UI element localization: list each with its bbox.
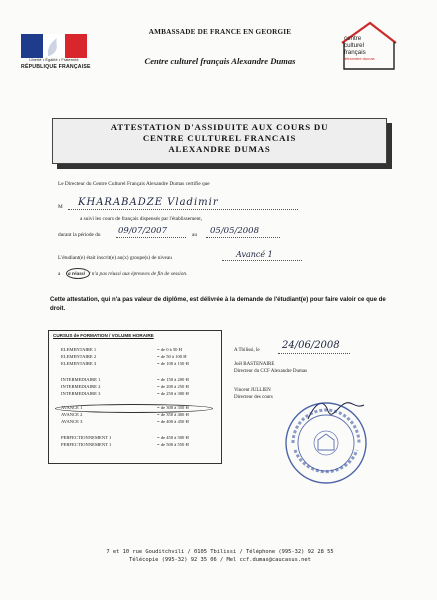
course-name: ELEMENTAIRE 1 xyxy=(61,347,97,352)
date-to-underline xyxy=(206,237,280,238)
date-from: 09/07/2007 xyxy=(118,226,167,236)
embassy-name: AMBASSADE DE FRANCE EN GEORGIE xyxy=(148,28,292,36)
level-value: Avancé 1 xyxy=(236,250,273,259)
course-name: PERFECTIONNEMENT 1 xyxy=(61,435,112,440)
course-name: PERFECTIONNEMENT 1 xyxy=(61,442,112,447)
course-hours: = de 350 à 400 H xyxy=(157,412,189,417)
centre-name: Centre culturel français Alexandre Dumas xyxy=(144,56,296,66)
logo-motto: Liberté • Égalité • Fraternité xyxy=(29,58,79,62)
official-stamp-icon xyxy=(283,400,369,486)
title-line-2: CENTRE CULTUREL FRANCAIS xyxy=(142,133,297,143)
result-reussi: a réussi xyxy=(68,271,85,277)
republique-francaise-logo xyxy=(21,34,87,58)
ccf-logo-word: culturel xyxy=(344,41,364,49)
course-hours: = de 50 à 100 H xyxy=(157,354,187,359)
course-hours: = de 100 à 150 H xyxy=(157,361,189,366)
date-from-underline xyxy=(116,237,186,238)
student-name: KHARABADZE Vladimir xyxy=(78,197,219,208)
footer-contact xyxy=(40,548,400,564)
ccf-logo-word: français xyxy=(344,48,366,56)
title-line-3: ALEXANDRE DUMAS xyxy=(168,144,271,154)
course-volume-table xyxy=(48,330,222,464)
course-hours: = de 450 à 500 H xyxy=(157,435,189,440)
course-hours: = de 300 à 350 H xyxy=(157,405,189,410)
course-name: ELEMENTAIRE 3 xyxy=(61,361,97,366)
followed-line: a suivi les cours de français dispensés par l'établissement, xyxy=(80,216,203,222)
course-hours: = de 150 à 200 H xyxy=(157,377,189,382)
signatory-1-role: Directeur du CCF Alexandre Dumas xyxy=(234,369,308,374)
sign-date-underline xyxy=(278,353,350,354)
level-label: L'étudiant(e) était inscrit(e) au(x) groupe(s) de niveau xyxy=(58,255,172,261)
attestation-title-box xyxy=(52,118,387,164)
course-hours: = de 400 à 450 H xyxy=(157,419,189,424)
course-hours: = de 200 à 250 H xyxy=(157,384,189,389)
title-line-1: ATTESTATION D'ASSIDUITE AUX COURS DU xyxy=(110,122,329,132)
ccf-logo-word: centre xyxy=(344,35,362,42)
result-rest: / n'a pas réussi aux épreuves de fin de session. xyxy=(89,271,188,277)
course-hours: = de 0 à 50 H xyxy=(157,347,182,352)
signatory-2-name: Vincent JULLIEN xyxy=(234,388,271,393)
m-label: M xyxy=(58,204,63,210)
name-underline xyxy=(68,209,298,210)
logo-republic: RÉPUBLIQUE FRANÇAISE xyxy=(21,64,91,70)
ccf-logo-sub: alexandre dumas xyxy=(344,56,375,62)
footer-fax-email: Télécopie (995-32) 92 35 06 / Mel ccf.dumas@caucasus.net xyxy=(129,557,311,563)
attestation-statement: Cette attestation, qui n'a pas valeur de diplôme, est délivrée à la demande de l'étudiant(e) pour faire valoir ce que de droit. xyxy=(50,296,386,312)
course-name: INTERMEDIAIRE 3 xyxy=(61,391,101,396)
signatory-2-role: Directeur des cours xyxy=(234,395,273,400)
course-hours: = de 250 à 300 H xyxy=(157,391,189,396)
result-a: a xyxy=(58,271,61,277)
course-name: INTERMEDIAIRE 2 xyxy=(61,384,101,389)
date-to: 05/05/2008 xyxy=(210,226,259,236)
intro-line: Le Directeur du Centre Culturel Français Alexandre Dumas certifie que xyxy=(58,181,210,187)
period-label: durant la période du xyxy=(58,232,101,238)
level-underline xyxy=(222,260,302,261)
place-label: A Tbilissi, le xyxy=(234,348,260,353)
footer-address: 7 et 10 rue Gouditchvili / 0105 Tbilissi / Téléphone (995-32) 92 28 55 xyxy=(106,549,334,555)
course-table-header: CURSUS de FORMATION / VOLUME HORAIRE xyxy=(53,333,154,338)
course-name: INTERMEDIAIRE 1 xyxy=(61,377,101,382)
course-name: ELEMENTAIRE 2 xyxy=(61,354,97,359)
course-name: AVANCE 3 xyxy=(61,419,83,424)
course-name: AVANCE 2 xyxy=(61,412,83,417)
course-name: AVANCE 1 xyxy=(61,405,83,410)
course-hours: = de 500 à 550 H xyxy=(157,442,189,447)
signatory-1-name: Joël BASTENAIRE xyxy=(234,362,275,367)
au-label: au xyxy=(192,232,197,238)
ccf-logo-text xyxy=(344,36,404,63)
sign-date: 24/06/2008 xyxy=(282,340,340,351)
